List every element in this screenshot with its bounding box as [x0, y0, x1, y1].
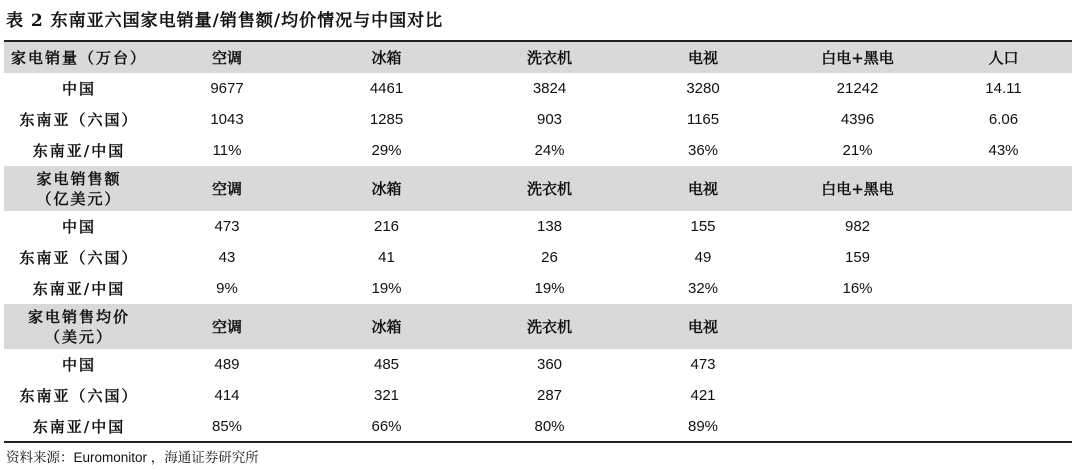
table-cell: 9677	[210, 80, 244, 97]
table-cell: 1043	[210, 111, 244, 128]
table-cell: 421	[690, 387, 716, 404]
table-cell: 43	[218, 249, 236, 266]
table-cell	[935, 211, 1072, 242]
table-cell: 216	[373, 218, 400, 235]
table-row	[4, 411, 1072, 442]
table-cell: 321	[373, 387, 400, 404]
row-label: 东南亚（六国）	[19, 111, 139, 129]
table-row	[4, 104, 1072, 135]
column-header	[935, 166, 1072, 211]
column-header: 冰箱	[300, 42, 473, 73]
column-header: 洗衣机	[473, 166, 626, 211]
row-label: 东南亚（六国）	[19, 387, 139, 405]
table-cell: 1285	[369, 111, 404, 128]
source-note: 资料来源：Euromonitor ，海通证券研究所	[6, 450, 259, 465]
column-header: 白电+黑电	[780, 42, 935, 73]
section-label-line: 家电销售额	[36, 169, 122, 188]
section-label-line: （亿美元）	[36, 189, 122, 208]
table-cell	[935, 380, 1072, 411]
row-label: 中国	[61, 356, 96, 374]
section-header-price	[4, 304, 1072, 349]
table-cell: 26	[541, 249, 558, 266]
bottom-rule	[4, 441, 1072, 443]
table-cell: 159	[844, 249, 871, 266]
column-header	[780, 304, 935, 349]
table-cell: 1165	[686, 111, 720, 128]
table-cell: 138	[536, 218, 563, 235]
row-label: 东南亚（六国）	[19, 249, 139, 267]
table-cell: 982	[844, 218, 871, 235]
row-label: 中国	[61, 80, 96, 98]
table-cell: 19%	[371, 280, 402, 297]
table-cell: 24%	[534, 142, 565, 159]
table-row	[4, 73, 1072, 104]
table-row	[4, 211, 1072, 242]
table-cell: 36%	[687, 142, 719, 159]
table-cell: 43%	[988, 142, 1019, 159]
column-header	[935, 304, 1072, 349]
table-cell: 49	[694, 249, 712, 266]
table-cell: 414	[214, 387, 240, 404]
row-label: 中国	[61, 218, 96, 236]
section-label-line: 家电销量（万台）	[10, 48, 147, 67]
column-header: 洗衣机	[473, 42, 626, 73]
section-header-volume	[4, 42, 1072, 73]
table-cell: 66%	[371, 418, 402, 435]
table-cell: 80%	[534, 418, 565, 435]
table-cell	[935, 242, 1072, 273]
table-cell: 4396	[840, 111, 875, 128]
section-header-sales	[4, 166, 1072, 211]
comparison-table	[4, 42, 1072, 442]
section-label	[4, 304, 154, 349]
table-row	[4, 380, 1072, 411]
column-header: 电视	[626, 166, 780, 211]
table-cell: 3824	[532, 80, 567, 97]
row-label: 东南亚/中国	[32, 418, 126, 436]
table-cell: 489	[214, 356, 240, 373]
row-label: 东南亚/中国	[32, 280, 126, 298]
column-header: 电视	[626, 42, 780, 73]
table-cell: 3280	[686, 80, 720, 97]
column-header: 电视	[626, 304, 780, 349]
column-header: 空调	[154, 304, 300, 349]
column-header: 人口	[935, 42, 1072, 73]
table-cell: 155	[690, 218, 716, 235]
table-cell: 485	[373, 356, 400, 373]
section-label-line: 家电销售均价	[27, 307, 130, 326]
table-cell: 903	[536, 111, 563, 128]
table-cell: 21%	[842, 142, 873, 159]
column-header: 空调	[154, 166, 300, 211]
section-label	[4, 166, 154, 211]
column-header: 冰箱	[300, 166, 473, 211]
table-cell	[780, 349, 935, 380]
table-cell: 14.11	[985, 80, 1022, 97]
row-label: 东南亚/中国	[32, 142, 126, 160]
table-cell	[780, 411, 935, 442]
table-cell	[935, 273, 1072, 304]
table-cell: 4461	[369, 80, 404, 97]
table-cell: 21242	[836, 80, 879, 97]
section-label	[4, 42, 154, 73]
table-cell	[935, 411, 1072, 442]
table-title: 表 2 东南亚六国家电销量/销售额/均价情况与中国对比	[6, 11, 444, 31]
table-cell: 85%	[211, 418, 243, 435]
table-cell: 473	[214, 218, 240, 235]
table-cell	[780, 380, 935, 411]
column-header: 空调	[154, 42, 300, 73]
table-cell	[935, 349, 1072, 380]
table-row	[4, 349, 1072, 380]
table-cell: 473	[690, 356, 716, 373]
column-header: 白电+黑电	[780, 166, 935, 211]
table-cell: 89%	[687, 418, 719, 435]
table-cell: 9%	[216, 280, 238, 297]
table-cell: 41	[378, 249, 395, 266]
table-row	[4, 135, 1072, 166]
table-cell: 287	[536, 387, 563, 404]
table-cell: 16%	[842, 280, 873, 297]
table-cell: 11%	[212, 142, 242, 159]
table-cell: 360	[536, 356, 563, 373]
table-cell: 19%	[534, 280, 565, 297]
column-header: 洗衣机	[473, 304, 626, 349]
section-label-line: （美元）	[44, 327, 113, 346]
table-row	[4, 242, 1072, 273]
table-cell: 6.06	[988, 111, 1019, 128]
table-cell: 32%	[687, 280, 719, 297]
column-header: 冰箱	[300, 304, 473, 349]
table-cell: 29%	[371, 142, 402, 159]
table-row	[4, 273, 1072, 304]
